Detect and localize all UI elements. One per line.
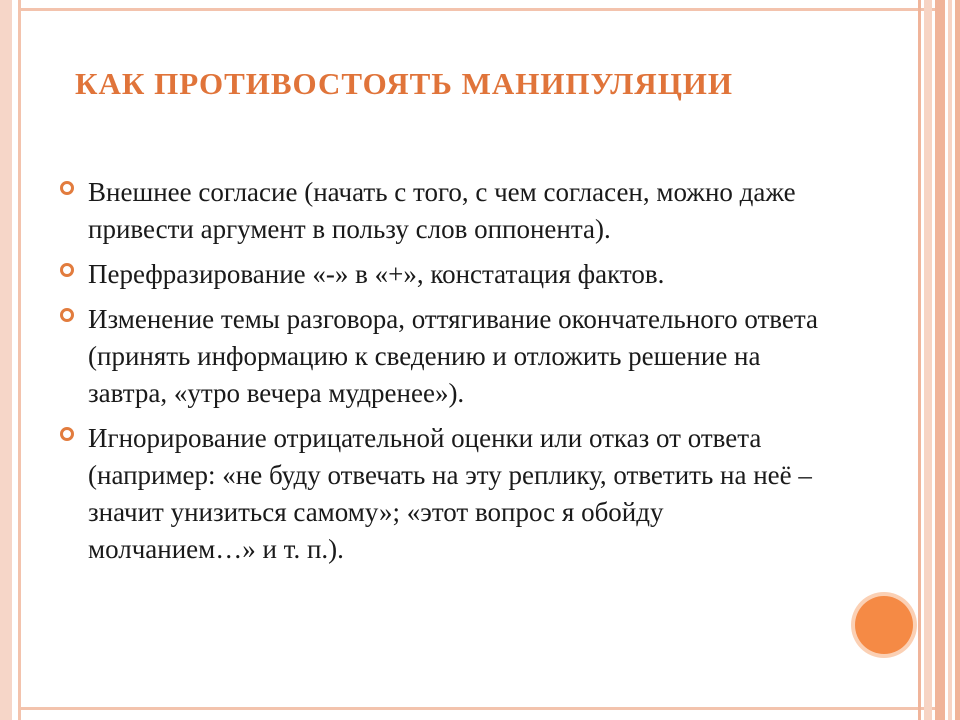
frame-top-line bbox=[18, 8, 942, 11]
ring-bullet-icon bbox=[60, 263, 74, 277]
bullet-text: Игнорирование отрицательной оценки или отказ от ответа (например: «не буду отвечать на эту реплику, ответить на неё – значит унизиться самому»; «этот вопрос я обойду молчанием…» и т. п.). bbox=[88, 423, 812, 564]
ring-bullet-icon bbox=[60, 308, 74, 322]
right-stripe bbox=[924, 0, 932, 720]
right-stripe bbox=[918, 0, 921, 720]
bullet-item bbox=[60, 301, 820, 412]
bullet-item bbox=[60, 174, 820, 248]
bullet-item bbox=[60, 256, 820, 293]
bullet-text: Внешнее согласие (начать с того, с чем согласен, можно даже привести аргумент в пользу слов оппонента). bbox=[88, 177, 796, 244]
right-stripe bbox=[948, 0, 952, 720]
right-stripe bbox=[935, 0, 945, 720]
bullet-text: Перефразирование «-» в «+», констатация фактов. bbox=[88, 259, 665, 289]
ring-bullet-icon bbox=[60, 427, 74, 441]
right-stripe bbox=[955, 0, 960, 720]
ring-bullet-icon bbox=[60, 181, 74, 195]
frame-bottom-line bbox=[18, 707, 942, 710]
frame-left-band bbox=[0, 0, 12, 720]
slide-title: КАК ПРОТИВОСТОЯТЬ МАНИПУЛЯЦИИ bbox=[75, 66, 734, 101]
frame-left-line bbox=[18, 0, 21, 720]
bullet-item bbox=[60, 420, 820, 568]
bullet-list bbox=[60, 174, 820, 576]
bullet-text: Изменение темы разговора, оттягивание окончательного ответа (принять информацию к сведению и отложить решение на завтра, «утро вечера мудренее»). bbox=[88, 304, 818, 408]
orange-circle-decoration bbox=[855, 596, 913, 654]
